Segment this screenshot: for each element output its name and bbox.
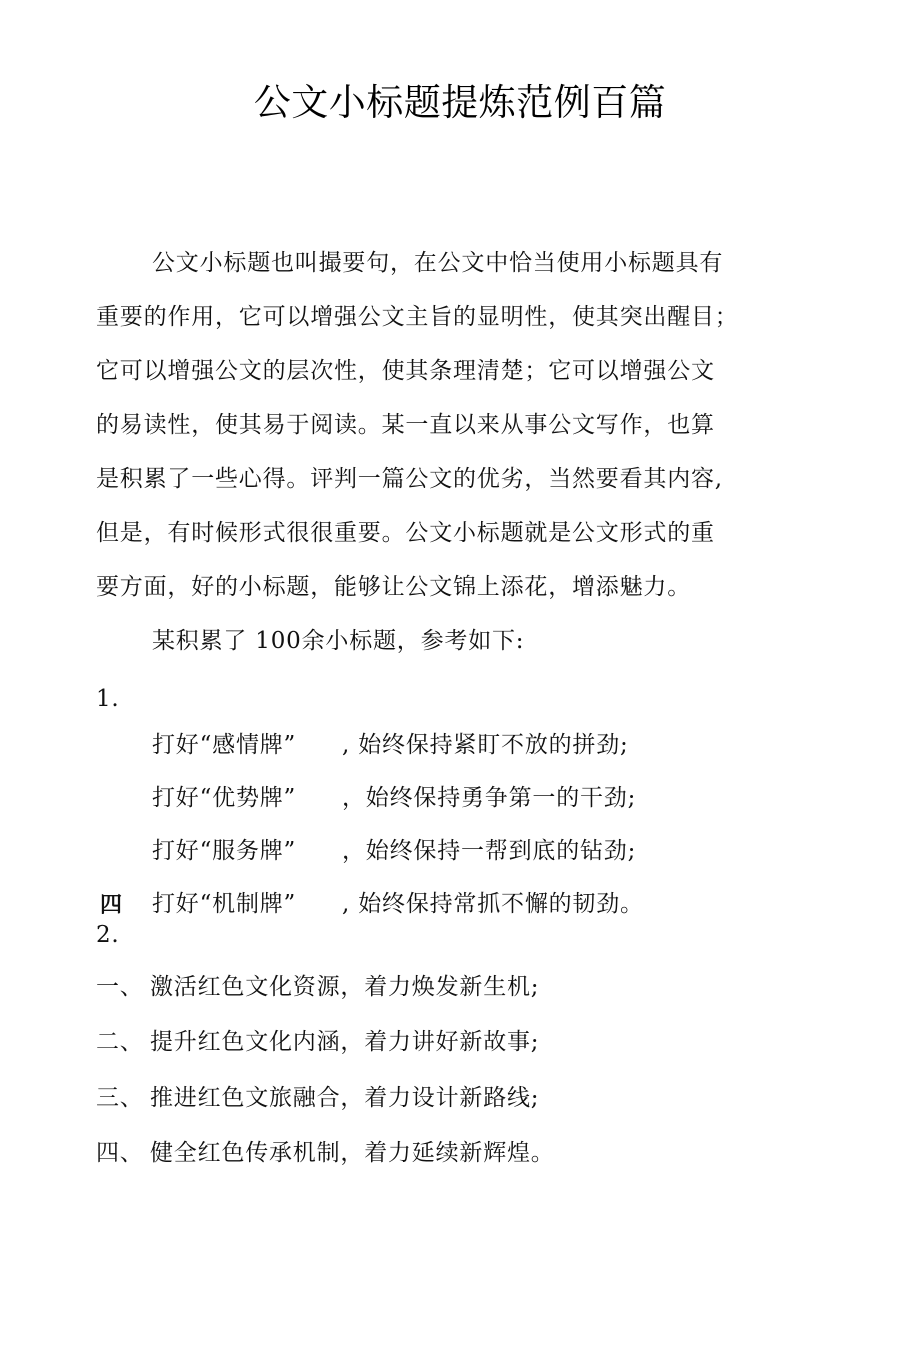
list-item — [96, 1083, 539, 1113]
list-item — [96, 1138, 555, 1168]
item-text: 提升红色文化内涵，着力讲好新故事; — [150, 1029, 540, 1055]
section-number: 2. — [96, 922, 120, 948]
section-number: 1. — [96, 686, 120, 712]
paragraph-line: 但是，有时候形式很很重要。公文小标题就是公文形式的重 — [96, 520, 715, 546]
paragraph-line: 要方面，好的小标题，能够让公文锦上添花，增添魅力。 — [96, 574, 691, 600]
item-heading: 打好“机制牌” — [152, 891, 297, 917]
item-index: 三、 — [96, 1085, 144, 1111]
overlap-marker: 四 — [100, 893, 123, 918]
list-item — [152, 783, 636, 813]
paragraph-line: 公文小标题也叫撮要句，在公文中恰当使用小标题具有 — [152, 250, 724, 276]
item-text: ，始终保持勇争第一的干劲; — [342, 785, 637, 811]
item-index: 一、 — [96, 974, 144, 1000]
paragraph-line: 它可以增强公文的层次性，使其条理清楚；它可以增强公文 — [96, 358, 715, 384]
item-heading: 打好“优势牌” — [152, 785, 297, 811]
item-index: 二、 — [96, 1029, 144, 1055]
paragraph-line: 的易读性，使其易于阅读。某一直以来从事公文写作，也算 — [96, 412, 715, 438]
item-text: 健全红色传承机制，着力延续新辉煌。 — [150, 1140, 555, 1166]
list-item — [96, 972, 539, 1002]
item-text: 激活红色文化资源，着力焕发新生机; — [150, 974, 540, 1000]
item-text: 推进红色文旅融合，着力设计新路线; — [150, 1085, 540, 1111]
paragraph-line: 是积累了一些心得。评判一篇公文的优劣，当然要看其内容, — [96, 466, 723, 492]
item-text: , 始终保持常抓不懈的韧劲。 — [342, 891, 644, 917]
item-text: ，始终保持一帮到底的钻劲; — [342, 838, 637, 864]
list-item — [152, 836, 636, 866]
paragraph-line: 重要的作用，它可以增强公文主旨的显明性，使其突出醒目； — [96, 304, 739, 330]
list-item — [96, 1027, 539, 1057]
item-heading: 打好“感情牌” — [152, 732, 297, 758]
list-item — [152, 889, 644, 919]
intro-paragraph — [96, 236, 739, 614]
item-text: , 始终保持紧盯不放的拼劲; — [342, 732, 629, 758]
item-index: 四、 — [96, 1140, 144, 1166]
document-title: 公文小标题提炼范例百篇 — [253, 81, 667, 124]
list-intro: 某积累了 100余小标题，参考如下: — [152, 628, 525, 654]
list-item — [152, 730, 629, 760]
item-heading: 打好“服务牌” — [152, 838, 297, 864]
